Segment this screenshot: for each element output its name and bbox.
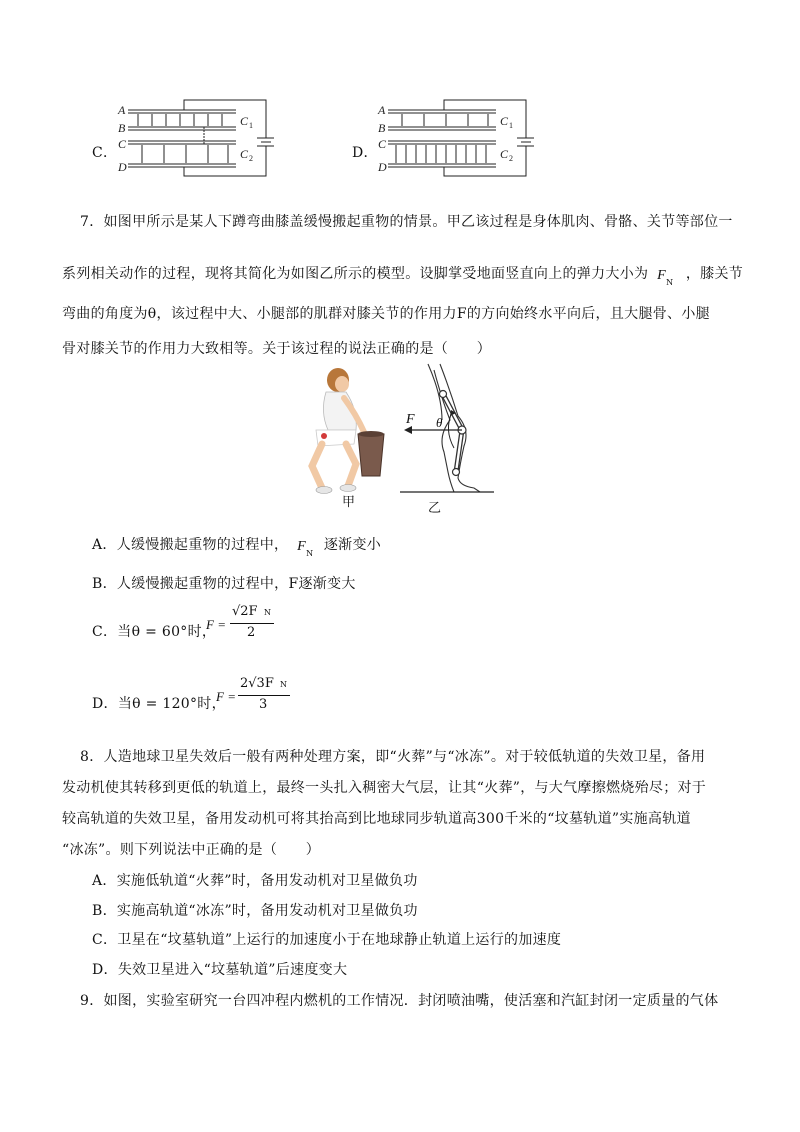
q7-stem-line2-text: 系列相关动作的过程，现将其简化为如图乙所示的模型。设脚掌受地面竖直向上的弹力大小为 [62, 266, 649, 282]
capacitor-sub-1: 1 [509, 121, 513, 130]
q7-option-c: C．当θ = 60°时， [92, 624, 217, 640]
plate-label-b: B [378, 121, 386, 135]
q8-stem-line2: 发动机使其转移到更低的轨道上，最终一头扎入稠密大气层，让其“火葬”，与大气摩擦燃烧殆尽；对于 [62, 780, 707, 796]
capacitor-label-c2: C [240, 147, 249, 161]
plate-label-a: A [378, 103, 386, 117]
capacitor-sub-1: 1 [249, 121, 253, 130]
capacitor-label-c1: C [240, 114, 249, 128]
plate-label-c: C [378, 137, 387, 151]
q7-option-d: D．当θ = 120°时， [92, 696, 226, 712]
q7-option-c-formula: F = √2F N 2 [206, 604, 276, 644]
q7-option-a: A．人缓慢搬起重物的过程中， F N 逐渐变小 [92, 537, 382, 558]
q7-stem-line3: 弯曲的角度为θ，该过程中大、小腿部的肌群对膝关节的作用力F的方向始终水平向后，且大腿骨、小腿 [62, 306, 710, 322]
circuit-diagram-c [114, 98, 274, 184]
capacitor-sub-2: 2 [509, 154, 513, 163]
circuit-diagram-d [374, 98, 534, 184]
figure-label-yi: 乙 [428, 500, 442, 515]
q8-option-a: A．实施低轨道“火葬”时，备用发动机对卫星做负功 [92, 873, 418, 889]
figure-yi-leg-model [398, 360, 498, 515]
q7-stem-line2-tail: ，膝关节 [685, 266, 744, 282]
force-label-F: F [406, 412, 415, 427]
option-d-label: D． [352, 145, 378, 161]
q7-option-d-formula: F = 2√3F N 3 [216, 676, 296, 716]
plate-label-c: C [118, 137, 127, 151]
q7-stem-line4: 骨对膝关节的作用力大致相等。关于该过程的说法正确的是（ ） [62, 341, 491, 357]
figure-label-jia: 甲 [342, 494, 356, 509]
q7-option-a-tail: 逐渐变小 [323, 537, 382, 553]
capacitor-label-c2: C [500, 147, 509, 161]
field-lines-d2 [396, 145, 486, 163]
q7-option-b: B．人缓慢搬起重物的过程中，F逐渐变大 [92, 576, 356, 592]
plate-label-d: D [118, 160, 127, 174]
angle-label-theta: θ [436, 415, 443, 430]
q8-option-c: C．卫星在“坟墓轨道”上运行的加速度小于在地球静止轨道上运行的加速度 [92, 932, 562, 948]
q8-stem-line3: 较高轨道的失效卫星，备用发动机可将其抬高到比地球同步轨道高300千米的“坟墓轨道”实施高轨道 [62, 811, 691, 827]
q7-stem-line1: 7．如图甲所示是某人下蹲弯曲膝盖缓慢搬起重物的情景。甲乙该过程是身体肌肉、骨骼、关节等部位一 [80, 214, 733, 230]
plate-label-b: B [118, 121, 126, 135]
plate-label-d: D [378, 160, 387, 174]
q8-stem-line4: “冰冻”。则下列说法中正确的是（ ） [62, 842, 321, 858]
q8-option-b: B．实施高轨道“冰冻”时，备用发动机对卫星做负功 [92, 903, 418, 919]
plate-label-a: A [118, 103, 126, 117]
capacitor-label-c1: C [500, 114, 509, 128]
option-c-label: C． [92, 145, 118, 161]
capacitor-sub-2: 2 [249, 154, 253, 163]
q7-option-a-text: A．人缓慢搬起重物的过程中， [92, 537, 289, 553]
q8-stem-line1: 8．人造地球卫星失效后一般有两种处理方案，即“火葬”与“冰冻”。对于较低轨道的失效卫星，备用 [80, 749, 706, 765]
q7-stem-line2: 系列相关动作的过程，现将其简化为如图乙所示的模型。设脚掌受地面竖直向上的弹力大小为 F N ，膝关节 [62, 266, 744, 287]
q9-stem-line1: 9．如图，实验室研究一台四冲程内燃机的工作情况．封闭喷油嘴，使活塞和汽缸封闭一定质量的气体 [80, 993, 719, 1009]
field-lines-c2 [142, 145, 228, 163]
q8-option-d: D．失效卫星进入“坟墓轨道”后速度变大 [92, 962, 348, 978]
figure-jia-person-lifting [298, 362, 398, 512]
field-lines-d1 [402, 114, 488, 126]
field-lines-c1 [138, 114, 222, 126]
